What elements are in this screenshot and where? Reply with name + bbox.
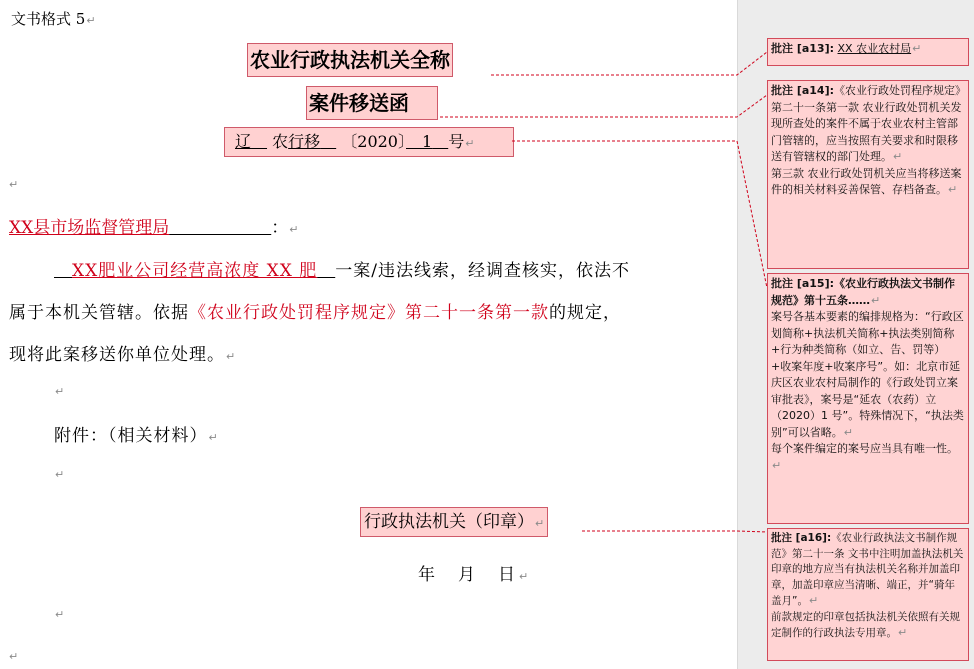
connector-a16 — [582, 531, 767, 532]
connector-a15 — [512, 141, 767, 288]
empty-paragraph-mark: ↵ — [9, 650, 19, 663]
connector-a14 — [440, 95, 767, 117]
comment-a13[interactable]: 批注 [a13]: XX 农业农村局↵ — [767, 38, 969, 66]
comment-a14[interactable]: 批注 [a14]:《农业行政处罚程序规定》第二十一条第一款 农业行政处罚机关发现所查处的案件不属于农业农村主管部门管辖的，应当按照有关要求和时限移送有管辖权的部门处理。↵ 第三款 农业行政处罚机关应当将移送案件的相关材料妥善保管、存档备查。↵ — [767, 80, 969, 269]
case-prefix: 辽 — [235, 132, 252, 151]
empty-paragraph-mark: ↵ — [9, 178, 19, 191]
seal-line[interactable]: 行政执法机关（印章）↵ — [360, 507, 548, 537]
comment-a16[interactable]: 批注 [a16]:《农业行政执法文书制作规范》第二十一条 文书中注明加盖执法机关印章的地方应当有执法机关名称并加盖印章，加盖印章应当清晰、端正，并“骑年盖月”。↵ 前款规定的印章包括执法机关依照有关规定制作的行政执法专用章。↵ — [767, 528, 969, 661]
attachment-line[interactable]: 附件：（相关材料）↵ — [54, 426, 219, 446]
agency-title[interactable]: 农业行政执法机关全称 — [247, 43, 453, 77]
empty-paragraph-mark: ↵ — [55, 385, 65, 398]
case-num: 1 — [422, 132, 433, 151]
recipient-agency: XX县市场监督管理局 — [9, 218, 170, 238]
case-suffix: 号 — [448, 132, 465, 151]
body-line-3[interactable]: 现将此案移送你单位处理。↵ — [9, 345, 237, 365]
law-citation: 《农业行政处罚程序规定》第二十一条第一款 — [189, 303, 549, 323]
case-act: 行移 — [288, 132, 321, 151]
comment-a15[interactable]: 批注 [a15]:《农业行政执法文书制作规范》第十五条……↵ 案号各基本要素的编排规格为：“行政区划简称+执法机关简称+执法类别简称+行为种类简称（如立、告、罚等）+收案年度+收案序号”。如：北京市延庆区农业农村局制作的《行政处罚立案审批表》，案号是“延农（农药）立（2020）1 号”。特殊情况下，“执法类别”可以省略。↵ 每个案件编定的案号应当具有唯一性。↵ — [767, 273, 969, 524]
body-line-1[interactable]: XX肥业公司经营高浓度 XX 肥 一案/违法线索，经调查核实，依法不 — [72, 261, 630, 281]
date-line[interactable]: 年 月 日↵ — [418, 565, 532, 585]
case-year: 〔2020〕 — [341, 132, 406, 151]
case-mid: 农 — [272, 132, 289, 151]
doc-title[interactable]: 案件移送函 — [306, 86, 438, 120]
body-line-2[interactable]: 属于本机关管辖。依据《农业行政处罚程序规定》第二十一条第一款的规定， — [9, 303, 621, 323]
recipient-line[interactable]: XX县市场监督管理局 ：↵ — [9, 218, 299, 238]
connector-a13 — [491, 52, 767, 75]
format-label: 文书格式 5↵ — [11, 10, 96, 28]
case-number[interactable]: 辽 农行移 〔2020〕 1 号↵ — [224, 127, 514, 157]
empty-paragraph-mark: ↵ — [55, 468, 65, 481]
empty-paragraph-mark: ↵ — [55, 608, 65, 621]
body-company: XX肥业公司经营高浓度 XX 肥 — [72, 261, 318, 281]
